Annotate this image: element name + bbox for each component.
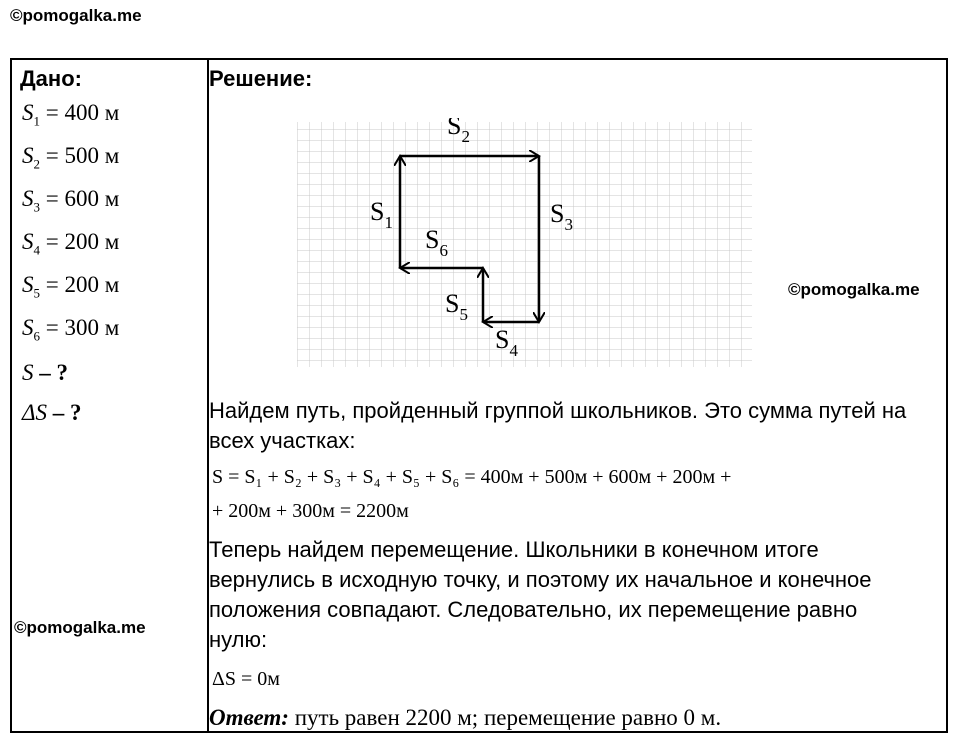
given-item: $S_2 = 500$ м <box>22 143 120 172</box>
watermark-right: ©pomogalka.me <box>788 280 920 299</box>
path-formula-line1: S = S₁ + S₂ + S₃ + S₄ + S₅ + S₆ = 400м + 500м + 600м + 200м + <box>212 466 732 488</box>
grid-background <box>297 122 752 367</box>
watermark-bottom-left: ©pomogalka.me <box>14 618 146 637</box>
given-item: $S_6 = 300$ м <box>22 315 120 344</box>
given-item: $S_5 = 200$ м <box>22 272 120 301</box>
find-displacement: ΔS – ? <box>22 400 82 425</box>
label-s5: $S_5$ <box>445 289 468 324</box>
solution-paragraph-path: Найдем путь, пройденный группой школьников. Это сумма путей на всех участках: <box>209 398 907 453</box>
displacement-formula: ΔS = 0м <box>212 668 280 690</box>
label-s3: $S_3$ <box>550 199 573 234</box>
label-s6: $S_6$ <box>425 225 448 260</box>
label-s2: $S_2$ <box>447 118 470 146</box>
given-heading: Дано: <box>20 66 82 91</box>
watermark-top: ©pomogalka.me <box>10 6 142 25</box>
given-item: $S_1 = 400$ м <box>22 100 120 129</box>
label-s1: $S_1$ <box>370 197 393 232</box>
find-path: S – ? <box>22 360 68 385</box>
path-formula-line2: + 200м + 300м = 2200м <box>212 500 409 522</box>
answer-line: Ответ: путь равен 2200 м; перемещение равно 0 м. <box>209 705 722 730</box>
given-item: $S_3 = 600$ м <box>22 186 120 215</box>
path-diagram <box>285 118 765 378</box>
solution-paragraph-displacement: Теперь найдем перемещение. Школьники в конечном итоге вернулись в исходную точку, и поэтому их начальное и конечное положения совпадают. Следовательно, их перемещение равно нулю: <box>209 537 872 652</box>
given-item: $S_4 = 200$ м <box>22 229 120 258</box>
label-s4: $S_4$ <box>495 325 518 360</box>
solution-heading: Решение: <box>209 66 313 91</box>
